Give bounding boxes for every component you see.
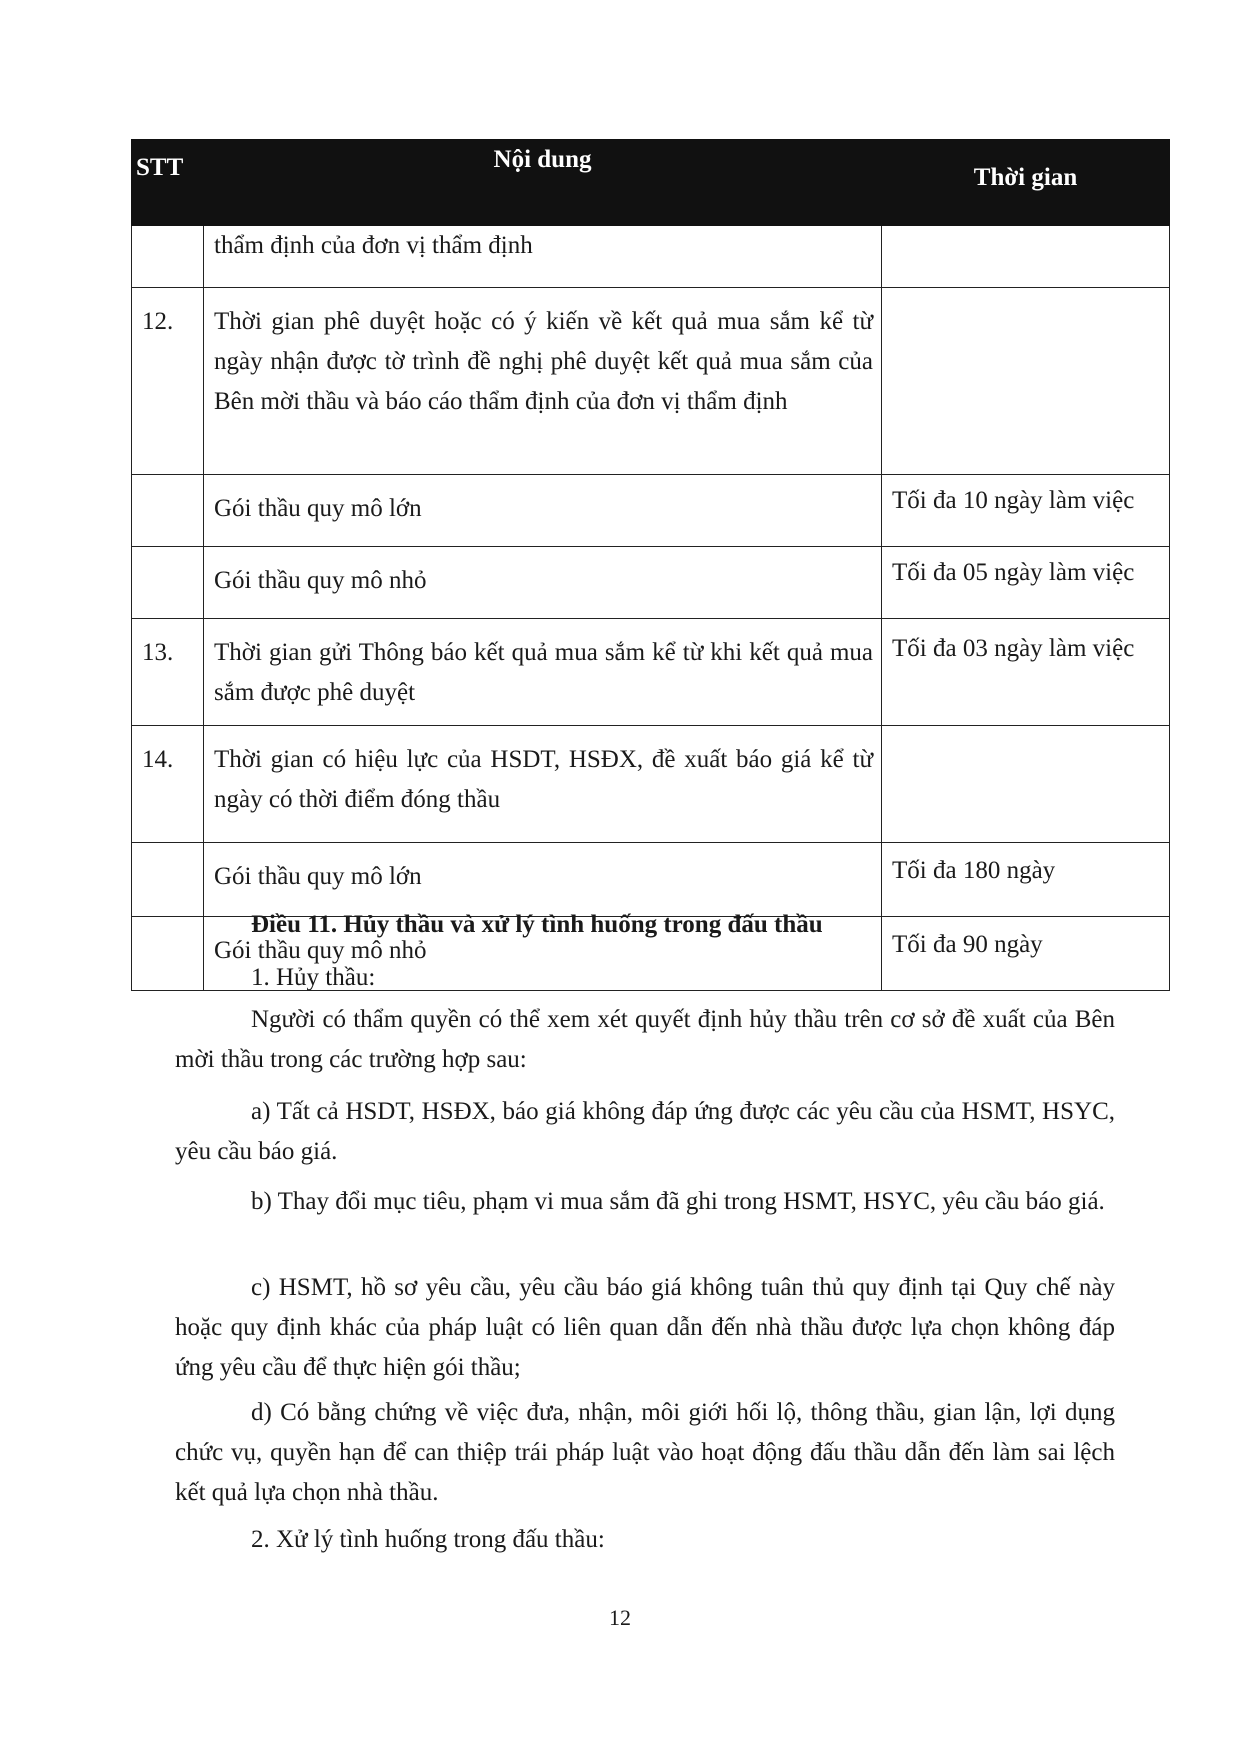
timeline-table <box>131 139 1170 991</box>
table-row <box>132 226 1170 288</box>
row-content: Thời gian có hiệu lực của HSDT, HSĐX, đề xuất báo giá kể từ ngày có thời điểm đóng thầu <box>204 726 882 843</box>
section-handling-title: 2. Xử lý tình huống trong đấu thầu: <box>251 1526 605 1553</box>
row-stt <box>132 226 204 288</box>
table-header-row <box>132 140 1170 226</box>
row-time: Tối đa 05 ngày làm việc <box>882 547 1170 619</box>
page-number: 12 <box>609 1605 631 1630</box>
table-row <box>132 288 1170 475</box>
row-time <box>882 726 1170 843</box>
row-stt: 13. <box>132 619 204 726</box>
row-content: Gói thầu quy mô nhỏ <box>204 917 882 991</box>
row-stt: 14. <box>132 726 204 843</box>
table-row <box>132 726 1170 843</box>
table-row <box>132 619 1170 726</box>
row-time <box>882 226 1170 288</box>
case-b: b) Thay đổi mục tiêu, phạm vi mua sắm đã ghi trong HSMT, HSYC, yêu cầu báo giá. <box>251 1188 1105 1215</box>
row-content: Gói thầu quy mô nhỏ <box>204 547 882 619</box>
table-row <box>132 547 1170 619</box>
header-time: Thời gian <box>882 140 1170 226</box>
row-time: Tối đa 03 ngày làm việc <box>882 619 1170 726</box>
row-time <box>882 288 1170 475</box>
row-content: Thời gian gửi Thông báo kết quả mua sắm kể từ khi kết quả mua sắm được phê duyệt <box>204 619 882 726</box>
table-row <box>132 475 1170 547</box>
row-time: Tối đa 180 ngày <box>882 843 1170 917</box>
row-stt <box>132 917 204 991</box>
row-content: Gói thầu quy mô lớn <box>204 475 882 547</box>
article-heading: Điều 11. Hủy thầu và xử lý tình huống trong đấu thầu <box>251 911 823 938</box>
row-stt: 12. <box>132 288 204 475</box>
row-content: thẩm định của đơn vị thẩm định <box>204 226 882 288</box>
header-content: Nội dung <box>204 140 882 226</box>
row-stt <box>132 547 204 619</box>
header-stt: STT <box>132 140 204 226</box>
row-time: Tối đa 90 ngày <box>882 917 1170 991</box>
case-c: c) HSMT, hồ sơ yêu cầu, yêu cầu báo giá không tuân thủ quy định tại Quy chế này hoặc quy định khác của pháp luật có liên quan dẫn đến nhà thầu được lựa chọn không đáp ứng yêu cầu để thực hiện gói thầu; <box>175 1274 1115 1381</box>
row-content: Gói thầu quy mô lớn <box>204 843 882 917</box>
row-stt <box>132 475 204 547</box>
row-time: Tối đa 10 ngày làm việc <box>882 475 1170 547</box>
section-cancel-title: 1. Hủy thầu: <box>251 964 376 991</box>
row-content: Thời gian phê duyệt hoặc có ý kiến về kết quả mua sắm kể từ ngày nhận được tờ trình đề nghị phê duyệt kết quả mua sắm của Bên mời thầu và báo cáo thẩm định của đơn vị thẩm định <box>204 288 882 475</box>
case-d: d) Có bằng chứng về việc đưa, nhận, môi giới hối lộ, thông thầu, gian lận, lợi dụng chức vụ, quyền hạn để can thiệp trái pháp luật vào hoạt động đấu thầu dẫn đến làm sai lệch kết quả lựa chọn nhà thầu. <box>175 1399 1115 1506</box>
row-stt <box>132 843 204 917</box>
intro-paragraph: Người có thẩm quyền có thể xem xét quyết định hủy thầu trên cơ sở đề xuất của Bên mời thầu trong các trường hợp sau: <box>175 1006 1115 1073</box>
case-a: a) Tất cả HSDT, HSĐX, báo giá không đáp ứng được các yêu cầu của HSMT, HSYC, yêu cầu báo giá. <box>175 1098 1115 1165</box>
